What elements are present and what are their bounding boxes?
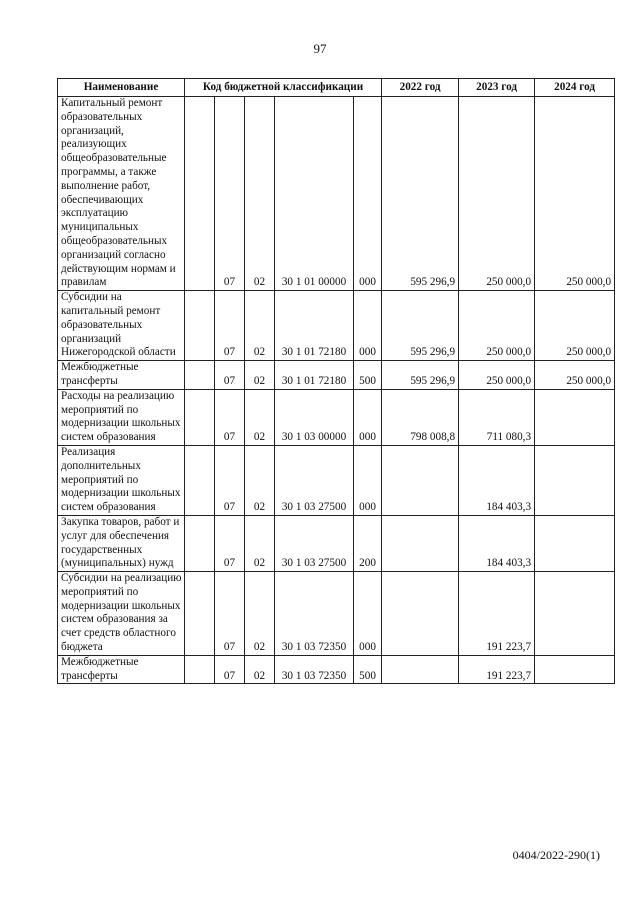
table-cell-expense-type: 000 xyxy=(354,291,382,361)
table-cell-spacer xyxy=(185,389,215,445)
table-cell-name: Закупка товаров, работ и услуг для обеспечения государственных (муниципальных) нужд xyxy=(58,515,185,571)
header-code: Код бюджетной классификации xyxy=(185,79,382,97)
table-cell-2022 xyxy=(382,655,459,684)
table-cell-spacer xyxy=(185,445,215,515)
table-cell-expense-type: 500 xyxy=(354,655,382,684)
table-cell-2024: 250 000,0 xyxy=(535,291,615,361)
table-cell-2024: 250 000,0 xyxy=(535,97,615,291)
table-cell-section: 07 xyxy=(215,572,245,656)
table-cell-target-article: 30 1 03 27500 xyxy=(275,445,354,515)
table-cell-name: Субсидии на реализацию мероприятий по модернизации школьных систем образования за счет средств областного бюджета xyxy=(58,572,185,656)
table-cell-2022: 595 296,9 xyxy=(382,361,459,390)
table-cell-2023: 250 000,0 xyxy=(459,291,535,361)
table-cell-section: 07 xyxy=(215,515,245,571)
table-row xyxy=(58,361,615,390)
table-cell-section: 07 xyxy=(215,97,245,291)
budget-table xyxy=(57,78,615,684)
table-cell-subsection: 02 xyxy=(245,572,275,656)
table-cell-subsection: 02 xyxy=(245,291,275,361)
table-header-row xyxy=(58,79,615,97)
table-cell-spacer xyxy=(185,291,215,361)
page-number: 97 xyxy=(313,41,327,56)
table-cell-target-article: 30 1 03 72350 xyxy=(275,572,354,656)
header-name: Наименование xyxy=(58,79,185,97)
table-cell-subsection: 02 xyxy=(245,655,275,684)
table-cell-name: Субсидии на капитальный ремонт образовательных организаций Нижегородской области xyxy=(58,291,185,361)
table-cell-2023: 184 403,3 xyxy=(459,515,535,571)
table-row xyxy=(58,291,615,361)
header-2024: 2024 год xyxy=(535,79,615,97)
table-cell-2024 xyxy=(535,445,615,515)
table-cell-subsection: 02 xyxy=(245,389,275,445)
table-cell-spacer xyxy=(185,655,215,684)
table-cell-expense-type: 200 xyxy=(354,515,382,571)
table-cell-2024 xyxy=(535,389,615,445)
table-cell-target-article: 30 1 03 72350 xyxy=(275,655,354,684)
table-cell-target-article: 30 1 03 27500 xyxy=(275,515,354,571)
table-cell-2022 xyxy=(382,572,459,656)
table-cell-section: 07 xyxy=(215,445,245,515)
header-2023: 2023 год xyxy=(459,79,535,97)
table-row xyxy=(58,572,615,656)
table-row xyxy=(58,445,615,515)
table-cell-expense-type: 000 xyxy=(354,572,382,656)
table-cell-target-article: 30 1 03 00000 xyxy=(275,389,354,445)
table-cell-name: Реализация дополнительных мероприятий по модернизации школьных систем образования xyxy=(58,445,185,515)
table-cell-target-article: 30 1 01 72180 xyxy=(275,361,354,390)
table-cell-expense-type: 500 xyxy=(354,361,382,390)
table-cell-2022: 798 008,8 xyxy=(382,389,459,445)
table-cell-subsection: 02 xyxy=(245,361,275,390)
header-2022: 2022 год xyxy=(382,79,459,97)
table-cell-section: 07 xyxy=(215,361,245,390)
table-cell-name: Расходы на реализацию мероприятий по модернизации школьных систем образования xyxy=(58,389,185,445)
table-cell-2023: 184 403,3 xyxy=(459,445,535,515)
table-cell-name: Межбюджетные трансферты xyxy=(58,361,185,390)
table-cell-2022: 595 296,9 xyxy=(382,291,459,361)
table-cell-subsection: 02 xyxy=(245,97,275,291)
table-cell-2023: 191 223,7 xyxy=(459,572,535,656)
table-cell-2023: 711 080,3 xyxy=(459,389,535,445)
table-cell-2022 xyxy=(382,445,459,515)
table-cell-section: 07 xyxy=(215,389,245,445)
table-cell-subsection: 02 xyxy=(245,515,275,571)
table-cell-spacer xyxy=(185,572,215,656)
table-cell-subsection: 02 xyxy=(245,445,275,515)
table-cell-target-article: 30 1 01 72180 xyxy=(275,291,354,361)
table-cell-section: 07 xyxy=(215,291,245,361)
table-cell-2022: 595 296,9 xyxy=(382,97,459,291)
table-cell-2023: 191 223,7 xyxy=(459,655,535,684)
table-cell-expense-type: 000 xyxy=(354,445,382,515)
table-cell-2024 xyxy=(535,515,615,571)
table-cell-2024 xyxy=(535,655,615,684)
table-row xyxy=(58,97,615,291)
table-cell-target-article: 30 1 01 00000 xyxy=(275,97,354,291)
table-cell-name: Межбюджетные трансферты xyxy=(58,655,185,684)
table-cell-2022 xyxy=(382,515,459,571)
table-cell-name: Капитальный ремонт образовательных организаций, реализующих общеобразовательные программы, а также выполнение работ, обеспечивающих эксплуатацию муниципальных общеобразовательных организаций согласно действующим нормам и правилам xyxy=(58,97,185,291)
table-row xyxy=(58,655,615,684)
table-cell-spacer xyxy=(185,515,215,571)
table-cell-spacer xyxy=(185,97,215,291)
table-cell-section: 07 xyxy=(215,655,245,684)
table-cell-expense-type: 000 xyxy=(354,389,382,445)
table-row xyxy=(58,389,615,445)
table-cell-2023: 250 000,0 xyxy=(459,97,535,291)
table-cell-2024: 250 000,0 xyxy=(535,361,615,390)
table-cell-2023: 250 000,0 xyxy=(459,361,535,390)
table-cell-spacer xyxy=(185,361,215,390)
table-cell-2024 xyxy=(535,572,615,656)
table-row xyxy=(58,515,615,571)
table-cell-expense-type: 000 xyxy=(354,97,382,291)
document-code: 0404/2022-290(1) xyxy=(512,848,600,862)
